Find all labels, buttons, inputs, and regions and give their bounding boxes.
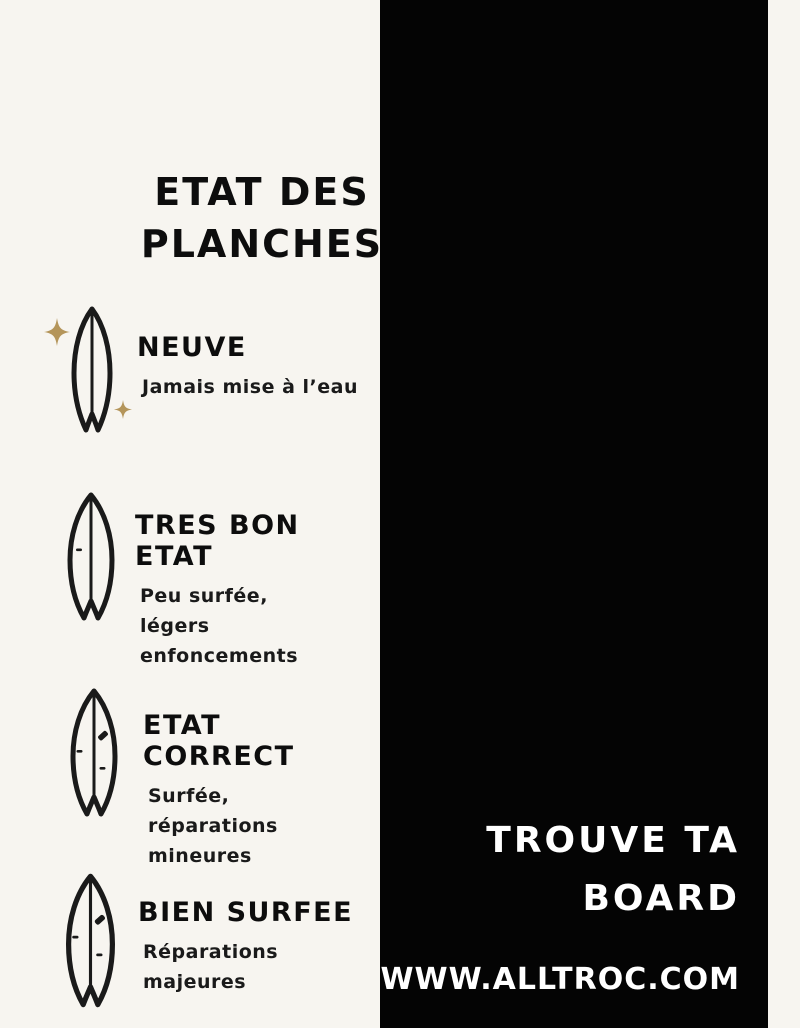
ding-mark <box>72 936 78 939</box>
tagline <box>486 812 740 928</box>
page-title-line2: PLANCHES <box>140 222 384 266</box>
surfboard-heavily-used-icon <box>54 872 127 1010</box>
tagline-line2: BOARD <box>582 878 740 919</box>
page-title-line1: ETAT DES <box>154 170 370 214</box>
condition-section-etat-correct <box>0 688 380 867</box>
ding-mark <box>76 549 82 552</box>
surfboard-one-ding-icon <box>56 492 126 622</box>
website-url: WWW.ALLTROC.COM <box>380 962 740 997</box>
ding-mark <box>96 954 102 957</box>
repair-patch-mark <box>97 730 108 741</box>
ding-mark <box>100 767 106 770</box>
repair-patch-mark <box>94 914 106 926</box>
condition-section-tres-bon-etat <box>0 492 380 667</box>
condition-description: Surfée, réparations mineures <box>148 785 278 867</box>
condition-name: TRES BON ETAT <box>135 510 300 572</box>
page-title <box>102 166 422 270</box>
condition-description: Jamais mise à l’eau <box>142 376 358 398</box>
tagline-line1: TROUVE TA <box>486 820 740 861</box>
condition-section-bien-surfee <box>0 872 380 1022</box>
sparkle-icon <box>114 400 132 419</box>
ding-mark <box>77 750 83 753</box>
condition-name: NEUVE <box>137 332 247 363</box>
condition-name: BIEN SURFEE <box>138 897 354 928</box>
sparkle-icon <box>44 318 70 346</box>
condition-description: Peu surfée, légers enfoncements <box>140 585 299 667</box>
surfboard-new-icon <box>43 305 143 435</box>
surfboard-repaired-icon <box>59 688 129 818</box>
condition-section-neuve <box>0 305 380 445</box>
condition-name: ETAT CORRECT <box>143 710 295 772</box>
condition-description: Réparations majeures <box>143 941 279 993</box>
